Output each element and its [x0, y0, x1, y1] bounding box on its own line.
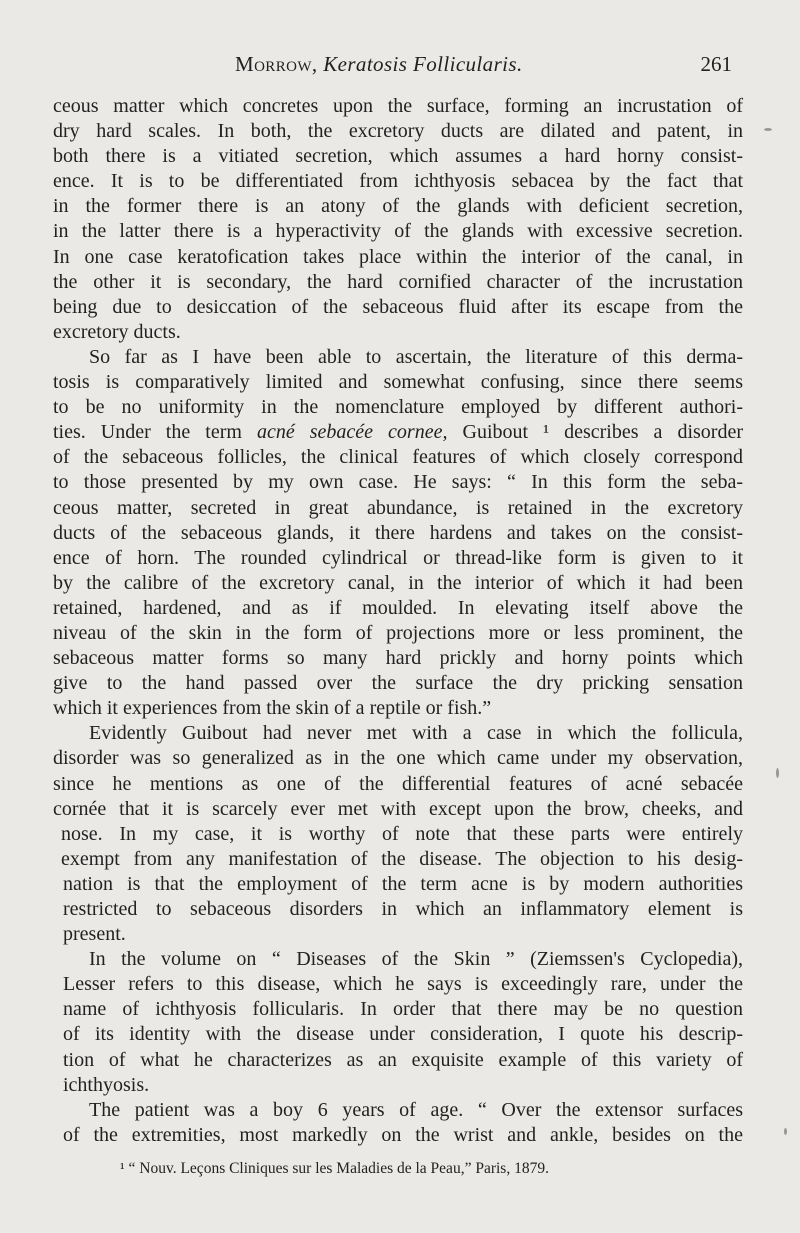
scan-speck: [784, 1128, 787, 1135]
text-line: niveau of the skin in the form of projections more or less prominent, the: [53, 621, 743, 644]
text-line: ichthyosis.: [63, 1073, 150, 1096]
text-line: since he mentions as one of the differential features of acné sebacée: [53, 772, 743, 795]
text-line: name of ichthyosis follicularis. In order that there may be no question: [63, 998, 743, 1021]
paragraph-first-line: Evidently Guibout had never met with a case in which the follicula,: [89, 722, 743, 745]
text-line: tosis is comparatively limited and somewhat confusing, since there seems: [53, 371, 743, 394]
text-line: dry hard scales. In both, the excretory ducts are dilated and patent, in: [53, 120, 743, 143]
text-line: to those presented by my own case. He says: “ In this form the seba-: [53, 471, 743, 494]
text-line: restricted to sebaceous disorders in which an inflammatory element is: [63, 898, 743, 920]
text-line: In one case keratofication takes place within the interior of the canal, in: [53, 245, 743, 268]
text-line: present.: [63, 923, 126, 946]
text-line: Lesser refers to this disease, which he says is exceedingly rare, under the: [63, 973, 743, 996]
text-line: retained, hardened, and as if moulded. In elevating itself above the: [53, 596, 743, 619]
author-name: Morrow,: [235, 52, 318, 76]
article-title: Keratosis Follicularis.: [323, 52, 523, 76]
text-line: cornée that it is scarcely ever met with except upon the brow, cheeks, and: [53, 797, 743, 820]
text-line: ceous matter which concretes upon the surface, forming an incrustation of: [53, 95, 743, 117]
text-line: nose. In my case, it is worthy of note that these parts were entirely: [61, 822, 743, 845]
scan-speck: [776, 768, 779, 778]
scan-speck: [764, 128, 772, 131]
text-line: of the extremities, most markedly on the wrist and ankle, besides on the: [63, 1123, 743, 1146]
text-line: ence of horn. The rounded cylindrical or thread-like form is given to it: [53, 546, 743, 569]
paragraph-first-line: So far as I have been able to ascertain, the literature of this derma-: [89, 345, 743, 368]
text-line: excretory ducts.: [53, 320, 181, 343]
footnote: ¹ “ Nouv. Leçons Cliniques sur les Maladies de la Peau,” Paris, 1879.: [120, 1160, 549, 1177]
text-line: which it experiences from the skin of a reptile or fish.”: [53, 697, 492, 720]
running-header: [0, 52, 800, 82]
text-line: sebaceous matter forms so many hard prickly and horny points which: [53, 647, 743, 670]
paragraph-first-line: The patient was a boy 6 years of age. “ Over the extensor surfaces: [89, 1098, 743, 1121]
text-line: in the latter there is a hyperactivity of the glands with excessive secretion.: [53, 220, 743, 243]
text-line: exempt from any manifestation of the disease. The objection to his desig-: [61, 847, 743, 870]
paragraph-first-line: In the volume on “ Diseases of the Skin ” (Ziemssen's Cyclopedia),: [89, 948, 743, 971]
text-line: ceous matter, secreted in great abundance, is retained in the excretory: [53, 496, 743, 519]
text-line: the other it is secondary, the hard cornified character of the incrustation: [53, 270, 743, 293]
running-head-title: [235, 52, 523, 77]
text-line: disorder was so generalized as in the one which came under my observation,: [53, 747, 743, 770]
text-line: give to the hand passed over the surface the dry pricking sensation: [53, 672, 743, 695]
text-line: of its identity with the disease under consideration, I quote his descrip-: [63, 1023, 743, 1046]
page-number: 261: [700, 52, 732, 76]
text-line: both there is a vitiated secretion, which assumes a hard horny consist-: [53, 145, 743, 168]
text-line: in the former there is an atony of the glands with deficient secretion,: [53, 195, 743, 218]
text-line: ence. It is to be differentiated from ichthyosis sebacea by the fact that: [53, 170, 743, 193]
text-line: tion of what he characterizes as an exquisite example of this variety of: [63, 1048, 743, 1071]
page-body: [53, 94, 743, 1148]
text-line: of the sebaceous follicles, the clinical features of which closely correspond: [53, 446, 743, 469]
text-line: nation is that the employment of the term acne is by modern authorities: [63, 872, 743, 895]
text-line: by the calibre of the excretory canal, in the interior of which it had been: [53, 571, 743, 594]
text-line: being due to desiccation of the sebaceous fluid after its escape from the: [53, 295, 743, 318]
text-line: ducts of the sebaceous glands, it there hardens and takes on the consist-: [53, 521, 743, 544]
text-line: ties. Under the term acné sebacée cornee, Guibout ¹ describes a disorder: [53, 421, 743, 444]
text-line: to be no uniformity in the nomenclature employed by different authori-: [53, 396, 743, 419]
